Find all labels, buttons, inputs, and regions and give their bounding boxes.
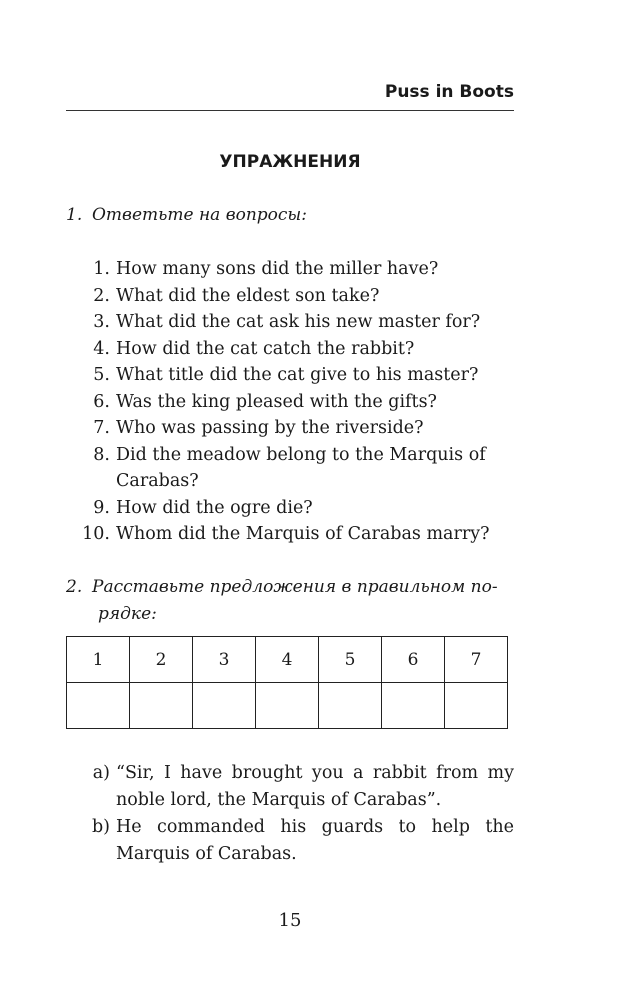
order-table-header-cell: 3 [193, 637, 256, 683]
question-text: How did the cat catch the rabbit? [116, 338, 415, 359]
running-header: Puss in Boots [384, 82, 514, 102]
sentence-item [66, 760, 514, 814]
order-table-header-cell: 1 [67, 637, 130, 683]
question-item [66, 283, 514, 310]
question-list [66, 256, 514, 548]
question-item [66, 495, 514, 522]
question-item [66, 442, 514, 495]
question-text: How many sons did the miller have? [116, 259, 439, 279]
order-table-answer-cell[interactable] [445, 683, 508, 729]
question-number: 9. [93, 497, 110, 518]
question-number: 8. [93, 444, 110, 465]
order-table-answer-cell[interactable] [382, 683, 445, 729]
question-item [66, 309, 514, 336]
question-item [66, 521, 514, 548]
question-item [66, 389, 514, 416]
order-table-header-cell: 7 [445, 637, 508, 683]
question-number: 1. [93, 259, 110, 279]
order-table-header-cell: 2 [130, 637, 193, 683]
order-table-header-cell: 4 [256, 637, 319, 683]
question-text: Whom did the Marquis of Carabas marry? [116, 524, 490, 544]
section-title: УПРАЖНЕНИЯ [219, 152, 361, 172]
header-rule [66, 110, 514, 111]
order-table [66, 636, 508, 729]
question-item [66, 415, 514, 442]
question-number: 5. [93, 365, 110, 385]
question-number: 6. [93, 391, 110, 412]
order-table-header-row [67, 637, 508, 683]
question-item [66, 256, 514, 283]
question-text: Did the meadow belong to the Marquis of Carabas? [116, 444, 486, 491]
exercise-2-number: 2. [66, 577, 83, 597]
order-table-header-cell: 6 [382, 637, 445, 683]
question-text: Who was passing by the riverside? [116, 418, 424, 438]
question-number: 3. [93, 312, 110, 332]
question-text: What title did the cat give to his master? [116, 365, 479, 385]
order-table-answer-cell[interactable] [256, 683, 319, 729]
question-text: What did the eldest son take? [116, 285, 380, 306]
sentence-label: b) [91, 817, 110, 837]
question-text: Was the king pleased with the gifts? [116, 391, 437, 412]
order-table-answer-cell[interactable] [193, 683, 256, 729]
order-table-header-cell: 5 [319, 637, 382, 683]
exercise-1-number: 1. [66, 205, 83, 225]
question-number: 2. [93, 285, 110, 306]
order-table-answer-cell[interactable] [67, 683, 130, 729]
page-number: 15 [278, 910, 302, 931]
sentence-text: He commanded his guards to help the Marquis of Carabas. [116, 817, 514, 864]
question-text: What did the cat ask his new master for? [116, 312, 481, 332]
order-table-answer-cell[interactable] [319, 683, 382, 729]
exercise-1-text: Ответьте на вопросы: [92, 205, 307, 225]
exercise-2-text-line1: Расставьте предложения в правильном по- [92, 577, 498, 597]
question-text: How did the ogre die? [116, 497, 313, 518]
question-number: 10. [82, 524, 110, 544]
sentence-text: “Sir, I have brought you a rabbit from my noble lord, the Marquis of Carabas”. [116, 763, 514, 810]
exercise-1-instruction [66, 202, 514, 229]
question-item [66, 336, 514, 363]
order-table-answer-row [67, 683, 508, 729]
question-item [66, 362, 514, 389]
question-number: 7. [93, 418, 110, 438]
exercise-2-instruction [66, 574, 514, 628]
sentence-label: a) [92, 763, 110, 783]
sentence-list [66, 760, 514, 868]
question-number: 4. [93, 338, 110, 359]
exercise-2-text-line2: рядке: [98, 604, 157, 624]
sentence-item [66, 814, 514, 868]
order-table-answer-cell[interactable] [130, 683, 193, 729]
